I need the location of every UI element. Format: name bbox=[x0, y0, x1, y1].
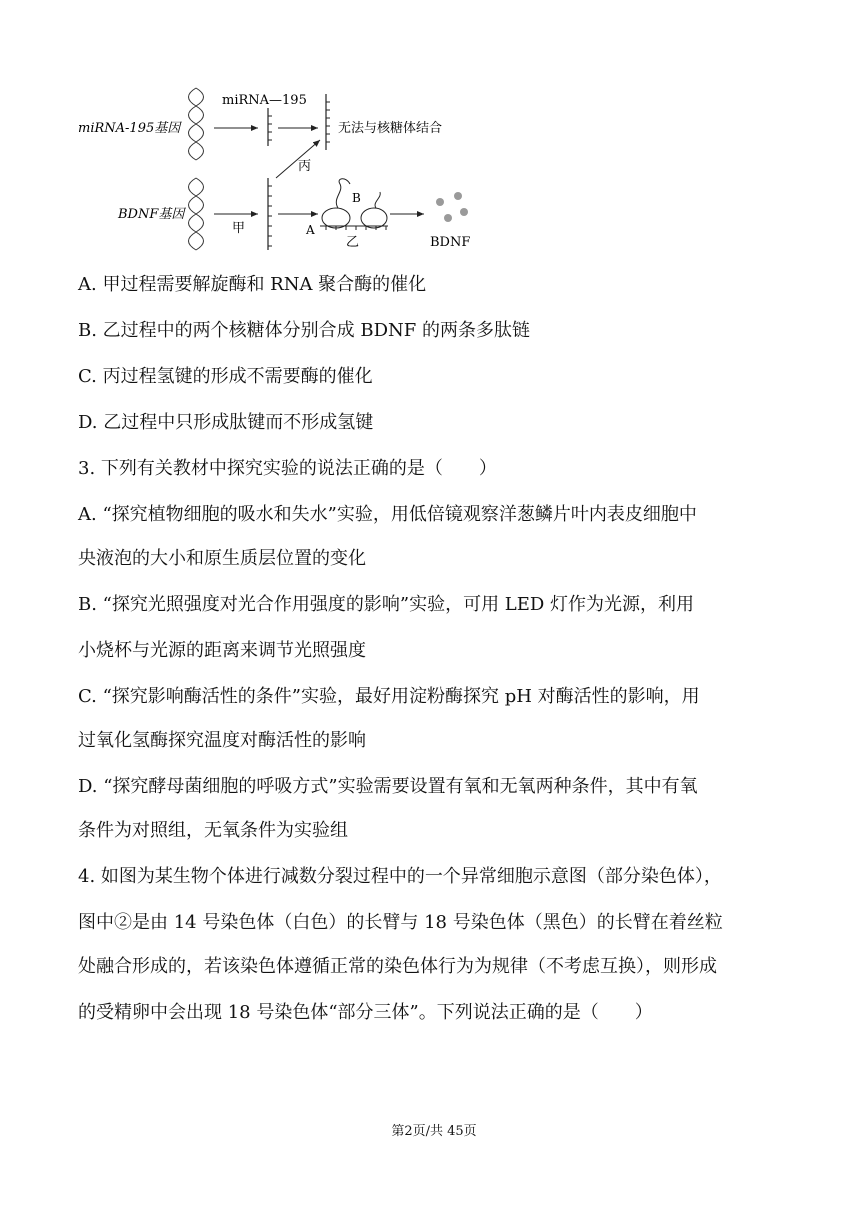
question-4-line2: 图中②是由 14 号染色体（白色）的长臂与 18 号染色体（黑色）的长臂在着丝粒 bbox=[78, 912, 723, 933]
gene2-label: BDNF基因 bbox=[118, 207, 185, 222]
question-3: 3. 下列有关教材中探究实验的说法正确的是（ ） bbox=[78, 458, 497, 479]
bdnf-label: BDNF bbox=[430, 235, 471, 250]
q3-option-a-line2: 央液泡的大小和原生质层位置的变化 bbox=[78, 548, 366, 569]
option-c: C. 丙过程氢键的形成不需要酶的催化 bbox=[78, 366, 373, 387]
mirna-label: miRNA—195 bbox=[222, 93, 307, 108]
question-4-line3: 处融合形成的，若该染色体遵循正常的染色体行为为规律（不考虑互换），则形成 bbox=[78, 956, 717, 977]
blocked-label: 无法与核糖体结合 bbox=[338, 121, 443, 136]
step-a-label: 甲 bbox=[232, 221, 246, 236]
q3-option-c-line2: 过氧化氢酶探究温度对酶活性的影响 bbox=[78, 730, 366, 751]
step-b-label: 乙 bbox=[346, 235, 360, 250]
q3-option-a-line1: A. “探究植物细胞的吸水和失水”实验，用低倍镜观察洋葱鳞片叶内表皮细胞中 bbox=[78, 504, 697, 525]
label-B: B bbox=[352, 191, 361, 205]
ribosome-1 bbox=[322, 208, 350, 228]
gene1-label: miRNA-195基因 bbox=[78, 121, 181, 136]
gene-expression-diagram bbox=[70, 80, 500, 260]
question-4-line1: 4. 如图为某生物个体进行减数分裂过程中的一个异常细胞示意图（部分染色体）， bbox=[78, 866, 722, 887]
ribosome-2 bbox=[361, 208, 387, 228]
option-a: A. 甲过程需要解旋酶和 RNA 聚合酶的催化 bbox=[78, 274, 427, 295]
option-d: D. 乙过程中只形成肽键而不形成氢键 bbox=[78, 412, 374, 433]
q3-option-c-line1: C. “探究影响酶活性的条件”实验，最好用淀粉酶探究 pH 对酶活性的影响，用 bbox=[78, 686, 700, 707]
q3-option-d-line1: D. “探究酵母菌细胞的呼吸方式”实验需要设置有氧和无氧两种条件，其中有氧 bbox=[78, 776, 698, 797]
bdnf-dots bbox=[436, 192, 468, 222]
question-4-line4: 的受精卵中会出现 18 号染色体“部分三体”。下列说法正确的是（ ） bbox=[78, 1002, 653, 1023]
q3-option-d-line2: 条件为对照组，无氧条件为实验组 bbox=[78, 820, 348, 841]
dna-helix-top bbox=[189, 88, 204, 160]
label-A: A bbox=[306, 223, 315, 237]
step-c-label: 丙 bbox=[298, 159, 312, 174]
page-footer: 第2页/共 45页 bbox=[391, 1124, 477, 1139]
dna-helix-bottom bbox=[189, 178, 204, 250]
q3-option-b-line1: B. “探究光照强度对光合作用强度的影响”实验，可用 LED 灯作为光源，利用 bbox=[78, 594, 695, 615]
option-b: B. 乙过程中的两个核糖体分别合成 BDNF 的两条多肽链 bbox=[78, 320, 531, 341]
q3-option-b-line2: 小烧杯与光源的距离来调节光照强度 bbox=[78, 640, 366, 661]
